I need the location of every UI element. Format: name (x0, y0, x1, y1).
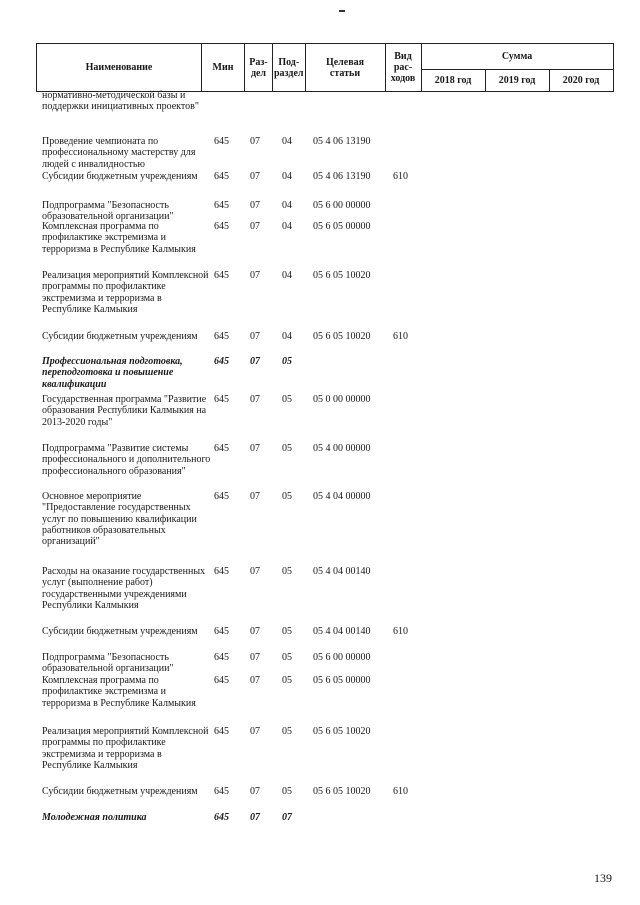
row-podrazdel: 04 (282, 270, 292, 281)
row-podrazdel: 05 (282, 491, 292, 502)
row-target-article: 05 4 06 13190 (313, 136, 371, 147)
row-razdel: 07 (250, 652, 260, 663)
row-name: Субсидии бюджетным учреждениям (42, 171, 198, 182)
page-number: 139 (594, 871, 612, 885)
row-min: 645 (214, 566, 229, 577)
row-podrazdel: 05 (282, 675, 292, 686)
row-razdel: 07 (250, 491, 260, 502)
header-name: Наименование (37, 44, 202, 92)
row-razdel: 07 (250, 394, 260, 405)
row-target-article: 05 6 00 00000 (313, 652, 371, 663)
header-min: Мин (202, 44, 245, 92)
row-podrazdel: 04 (282, 200, 292, 211)
row-min: 645 (214, 200, 229, 211)
row-name: Проведение чемпионата по профессиональному мастерству для людей с инвалидностью (42, 136, 196, 170)
row-min: 645 (214, 270, 229, 281)
row-name: Комплексная программа по профилактике экстремизма и терроризма в Республике Калмыкия (42, 675, 196, 709)
row-podrazdel: 05 (282, 626, 292, 637)
row-razdel: 07 (250, 443, 260, 454)
header-podrazdel: Под- раздел (273, 44, 306, 92)
table-header (36, 43, 614, 92)
row-name: Субсидии бюджетным учреждениям (42, 786, 198, 797)
row-razdel: 07 (250, 726, 260, 737)
row-name: Молодежная политика (42, 812, 147, 823)
row-razdel: 07 (250, 171, 260, 182)
row-expense-type: 610 (393, 626, 408, 637)
row-name: Субсидии бюджетным учреждениям (42, 626, 198, 637)
row-name: Комплексная программа по профилактике экстремизма и терроризма в Республике Калмыкия (42, 221, 196, 255)
row-podrazdel: 05 (282, 652, 292, 663)
row-min: 645 (214, 221, 229, 232)
row-name: нормативно-методической базы и поддержки инициативных проектов" (42, 90, 199, 113)
header-sum: Сумма (421, 44, 613, 70)
row-target-article: 05 6 05 10020 (313, 270, 371, 281)
row-razdel: 07 (250, 566, 260, 577)
row-razdel: 07 (250, 136, 260, 147)
row-razdel: 07 (250, 626, 260, 637)
row-razdel: 07 (250, 356, 260, 367)
row-target-article: 05 4 00 00000 (313, 443, 371, 454)
row-min: 645 (214, 331, 229, 342)
header-2018: 2018 год (421, 70, 485, 92)
row-podrazdel: 05 (282, 566, 292, 577)
row-podrazdel: 04 (282, 136, 292, 147)
row-target-article: 05 4 06 13190 (313, 171, 371, 182)
row-name: Профессиональная подготовка, переподготовка и повышение квалификации (42, 356, 183, 390)
row-name: Подпрограмма "Безопасность образовательной организации" (42, 200, 174, 223)
row-min: 645 (214, 726, 229, 737)
row-target-article: 05 6 05 00000 (313, 221, 371, 232)
row-min: 645 (214, 675, 229, 686)
row-target-article: 05 0 00 00000 (313, 394, 371, 405)
row-razdel: 07 (250, 221, 260, 232)
row-min: 645 (214, 626, 229, 637)
row-name: Подпрограмма "Развитие системы профессионального и дополнительного профессионального образования" (42, 443, 211, 477)
row-target-article: 05 6 05 00000 (313, 675, 371, 686)
row-target-article: 05 4 04 00140 (313, 626, 371, 637)
row-min: 645 (214, 652, 229, 663)
row-podrazdel: 05 (282, 443, 292, 454)
row-name: Реализация мероприятий Комплексной программы по профилактике экстремизма и терроризма в Республике Калмыкия (42, 726, 209, 771)
row-expense-type: 610 (393, 171, 408, 182)
row-min: 645 (214, 394, 229, 405)
header-2019: 2019 год (485, 70, 549, 92)
row-name: Реализация мероприятий Комплексной программы по профилактике экстремизма и терроризма в Республике Калмыкия (42, 270, 209, 315)
header-vid: Вид рас- ходов (385, 44, 421, 92)
row-target-article: 05 6 05 10020 (313, 726, 371, 737)
row-podrazdel: 04 (282, 171, 292, 182)
row-target-article: 05 6 05 10020 (313, 786, 371, 797)
row-min: 645 (214, 171, 229, 182)
row-razdel: 07 (250, 675, 260, 686)
row-podrazdel: 04 (282, 221, 292, 232)
row-podrazdel: 04 (282, 331, 292, 342)
row-name: Государственная программа "Развитие образования Республики Калмыкия на 2013-2020 годы" (42, 394, 207, 428)
header-razdel: Раз- дел (245, 44, 273, 92)
row-expense-type: 610 (393, 786, 408, 797)
row-podrazdel: 07 (282, 812, 292, 823)
row-min: 645 (214, 356, 229, 367)
row-razdel: 07 (250, 812, 260, 823)
row-name: Расходы на оказание государственных услуг (выполнение работ) государственными учреждениями Республики Калмыкия (42, 566, 206, 611)
top-dash-mark (339, 10, 345, 12)
row-name: Основное мероприятие "Предоставление государственных услуг по повышению квалификации работников образовательных организаций" (42, 491, 197, 548)
row-target-article: 05 4 04 00000 (313, 491, 371, 502)
row-podrazdel: 05 (282, 394, 292, 405)
row-expense-type: 610 (393, 331, 408, 342)
row-razdel: 07 (250, 786, 260, 797)
header-2020: 2020 год (549, 70, 613, 92)
row-razdel: 07 (250, 331, 260, 342)
row-min: 645 (214, 812, 229, 823)
row-razdel: 07 (250, 200, 260, 211)
row-target-article: 05 6 05 10020 (313, 331, 371, 342)
header-target: Целевая статьи (305, 44, 385, 92)
row-podrazdel: 05 (282, 786, 292, 797)
row-min: 645 (214, 491, 229, 502)
row-min: 645 (214, 443, 229, 454)
row-min: 645 (214, 136, 229, 147)
row-podrazdel: 05 (282, 356, 292, 367)
row-name: Подпрограмма "Безопасность образовательной организации" (42, 652, 174, 675)
row-target-article: 05 4 04 00140 (313, 566, 371, 577)
row-target-article: 05 6 00 00000 (313, 200, 371, 211)
row-podrazdel: 05 (282, 726, 292, 737)
row-razdel: 07 (250, 270, 260, 281)
row-name: Субсидии бюджетным учреждениям (42, 331, 198, 342)
row-min: 645 (214, 786, 229, 797)
